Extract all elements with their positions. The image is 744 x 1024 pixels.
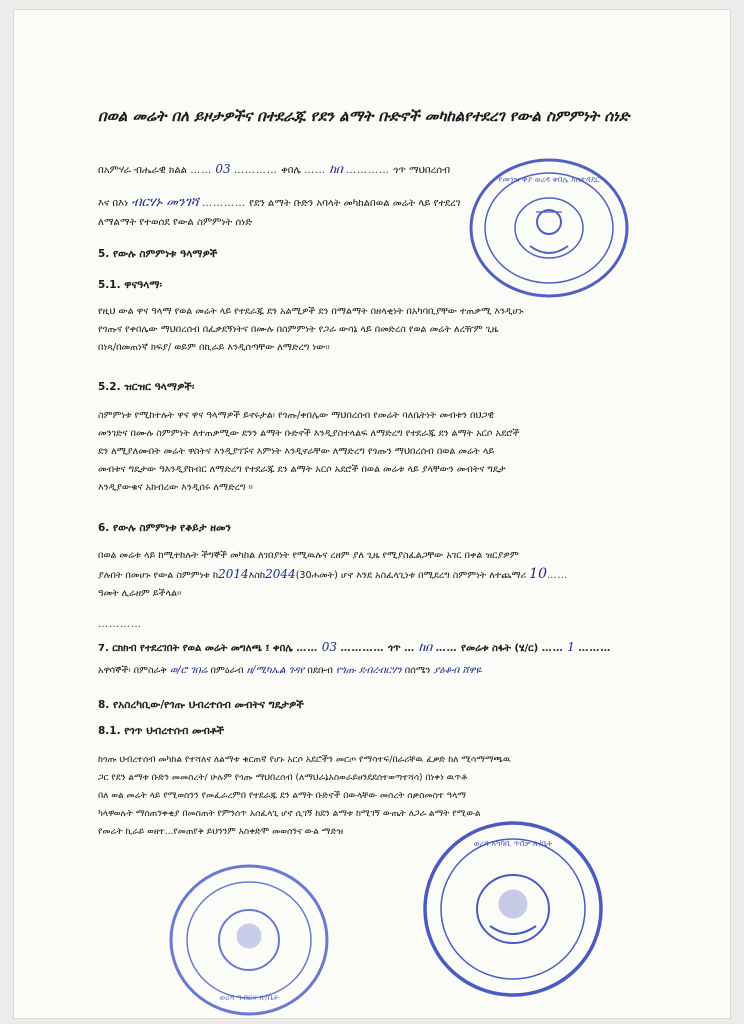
document-page: [14, 10, 730, 1018]
official-stamp-bottom-right: [418, 816, 608, 1002]
intro-group-suffix: የደን ልማት ቡድን አባላት መካከልበወል መሬት ላይ የተደረገ: [249, 198, 461, 209]
hw-group-leader: ብርሃኑ መንገሻ: [131, 195, 199, 210]
official-stamp-bottom-left: [164, 860, 334, 1020]
paragraph-line: በወል መሬቱ ላይ ከሚተከሉት ችግኞች መካከል ለገበያነት የሚዉሉና ረዘም ያለ ጊዜ የሚያስፈልጋቸው አገር በቀል ዝርያዎም: [98, 550, 519, 561]
section-5-2-paragraph: [98, 407, 519, 497]
svg-text:ወረዳ ግብርና ጽ/ቤት: ወረዳ ግብርና ጽ/ቤት: [219, 993, 279, 1002]
hw-kebele: ከበ: [329, 162, 343, 176]
hw-border-east: ወ/ሮ ገበሬ: [169, 665, 208, 676]
paragraph-line: መንገድና በሙሉ ስምምነት ለተጠቃሚው ደንን ልማት ቡድኖች እንዲያስተላልፍ ለማድረግ የተደራጁ ደን ልማት አርሶ አደሮች: [98, 428, 520, 439]
hw-border-south: የጎጡ ደብረብርሃን: [335, 665, 402, 676]
paragraph-line: የጎጡና የቀበሌው ማህበረሰብ በፈቃደኝነትና በሙሉ በስምምነት የጋራ ውሳኔ ላይ በመድረስ የወል መሬት ለረዥም ጊዜ: [98, 324, 499, 335]
svg-text:የመንዝ ቀያ ወረዳ ቀበሌ አስተዳደር: የመንዝ ቀያ ወረዳ ቀበሌ አስተዳደር: [498, 175, 600, 184]
hw-year-from: 2014: [218, 567, 249, 581]
section-6-heading: 6. የውሉ ስምምነቱ የቆይታ ዘመን: [98, 522, 231, 534]
hw-s7-got: ከበ: [418, 640, 433, 654]
hw-s7-kebele: 03: [321, 640, 338, 654]
section-8-heading: 8. የአስረካቢው/የጎጡ ህብረተሰብ መብትና ግዴታዎች: [98, 699, 304, 711]
paragraph-line: የዚህ ውል ዋና ዓላማ የወል መሬት ላይ የተደራጁ ደን አልሚዎች ደን በማልማት በዘላቂነት በአካባቢያቸው ተጠቃሚ እንዲሆኑ: [98, 306, 524, 317]
section-7-area-label: የመሬቱ ስፋት (ሄ/ር): [461, 643, 539, 654]
duration-extension-text: (30ሐመት) ሆኖ እንደ አስፈላጊነቱ በሚደረግ ስምምነት ለተጨማሪ: [295, 570, 527, 581]
hw-s7-area: 1: [567, 640, 575, 654]
intro-region-label: በአምሃራ ብሔራዊ ክልል: [98, 165, 188, 176]
duration-until: እስከ: [248, 570, 266, 581]
paragraph-line: ጋር የደን ልማቱ ቡድን መመስረት/ ሁሉም የጎጡ ማህበረሰብ (ለማህራኔአስወራይፀንደደሰተወጣተሻሳ) በነቀነ ዉጥቶ: [98, 773, 468, 783]
svg-text:ወረዳ አካባቢ ጥበቃ ጽ/ቤት: ወረዳ አካባቢ ጥበቃ ጽ/ቤት: [473, 839, 553, 848]
border-south-label: በደቡብ: [307, 665, 333, 676]
paragraph-line: መብቱና ግዴታው ዓእንዲያከብር ለማድረግ የተደራጁ ደን ልማት አርሶ አደሮች በወል መሬቱ ላይ ያላቸውን መብትና ግዴታ: [98, 464, 506, 475]
hw-zone: 03: [215, 162, 231, 176]
paragraph-line: በለ ወል መሬት ላይ የሚወስንን የመፈራረምበ የተደራጁ ደን ልማት ቡድኖች በውላቸው መሰረት ሰቃስመስተ ዓላማ: [98, 791, 467, 801]
section-8-1-heading: 8.1. የጎጥ ህብረተሰብ መብቶች: [98, 725, 225, 737]
intro-line-2: እና በእነ ብርሃኑ መንገሻ ………… የደን ልማት ቡድን አባላት መካከልበወል መሬት ላይ የተደረገ: [98, 195, 461, 210]
intro-kebele-label: ቀበሌ: [281, 165, 301, 176]
section-5-2-heading: 5.2. ዝርዝር ዓላማዎች፡: [98, 381, 195, 393]
section-5-1-heading: 5.1. ዋናዓላማ፡: [98, 279, 162, 291]
section-5-1-paragraph: [98, 303, 524, 357]
paragraph-line: ደን ለሚያለሙበት መሬት ዋስትና እንዲያገኙና እምነት እንዲኖራቸው ለማድረግ የጎጡን ማህበረሰብ በወል መሬት ላይ: [98, 446, 495, 457]
hw-extension-years: 10: [529, 566, 547, 582]
section-6-paragraph: [98, 547, 568, 603]
paragraph-line-duration: ያሉበት በመሆኑ የውል ስምምነቱ ከ2014እስከ2044(30ሐመት) ሆኖ እንደ አስፈላጊነቱ በሚደረግ ስምምነት ለተጨማሪ 10……: [98, 566, 568, 582]
hw-year-to: 2044: [265, 567, 296, 581]
dotted-separator: …………: [98, 619, 142, 630]
intro-group-label: እና በእነ: [98, 198, 129, 209]
paragraph-line: ካላዋወሉት ማስጠንቀቂያ በመስጠት የምንሰጥ አሰፈላጊ ሆኖ ሲገኝ ከደን ልማቱ ከሚገኝ ውጤት ለጋራ ልማት የሚውል: [98, 809, 481, 819]
paragraph-line: ስምምነቱ የሚከተሉት ዋና ዋና ዓላማዎች ይኖሩታል፡ የጎጡ/ቀበሌው ማህበረሰብ የመሬት ባለቤትነት መብቱን በህጋዊ: [98, 410, 494, 421]
intro-line-1: በአምሃራ ብሔራዊ ክልል …… 03 ………… ቀበሌ …… ከበ ………… ጎጥ ማህበረሰብ: [98, 162, 451, 176]
intro-line-3: ለማልማት የተወሰደ የውል ስምምነት ሰነድ: [98, 217, 253, 228]
official-stamp-top-right: [464, 156, 634, 306]
intro-community-label: ጎጥ ማህበረሰብ: [393, 165, 451, 176]
paragraph-line: በነጻ/በመጠነኛ ክፍያ/ ወይም በኪራይ እንዲሰጣቸው ለማድረግ ነው።: [98, 342, 330, 353]
paragraph-line: የመሬት ኪራይ ወዘተ...የመጠየቅ ይህንንም አስቀድሞ መወሰንና ውል ማድዝ: [98, 827, 344, 837]
section-7-got-label: ጎጥ: [388, 643, 401, 654]
border-north-label: በሰሜን: [404, 665, 431, 676]
hw-border-north: ያዕቆብ ሸዋዬ: [433, 665, 482, 676]
borders-line: [98, 664, 482, 678]
paragraph-line: ዓመት ሊራዘም ይችላል፡፡: [98, 588, 182, 599]
section-7-line: 7. ርክክብ የተደረገበት የወል መሬት መግለጫ ፤ ቀበሌ …… 03 ………… ጎጥ … ከበ …… የመሬቱ ስፋት (ሄ/ር) …… 1 ………: [98, 640, 612, 654]
hw-border-west: ዘ/ሚካኤል ገዳየ: [246, 665, 305, 676]
border-west-label: በምዕራብ: [210, 665, 244, 676]
paragraph-line: ከጎጡ ህብረተሰብ መካከል የተሻለና ለልማቱ ቁርጠኛ የሆኑ አርሶ አደሮችን መርጦ የማሳተፍ/በራሪቸዉ ፈቃድ ከለ ሚሳማማጫዉ: [98, 755, 511, 765]
border-east-label: አዋሳኞች፡ በምስራቅ: [98, 665, 167, 676]
duration-prefix: ያሉበት በመሆኑ የውል ስምምነቱ ከ: [98, 570, 219, 581]
document-title: በወል መሬት በለ ይዞታዎችና በተደራጁ የደን ልማት ቡድኖች መካከልየተደረገ የውል ስምምነት ሰነድ: [98, 107, 630, 125]
paragraph-line: እንዲያውቁና አክብረው እንዲሰሩ ለማድረግ ።: [98, 482, 253, 493]
section-7-label: 7. ርክክብ የተደረገበት የወል መሬት መግለጫ ፤ ቀበሌ: [98, 643, 293, 654]
section-5-heading: 5. የውሉ ስምምነቱ ዓላማዎች: [98, 248, 218, 260]
